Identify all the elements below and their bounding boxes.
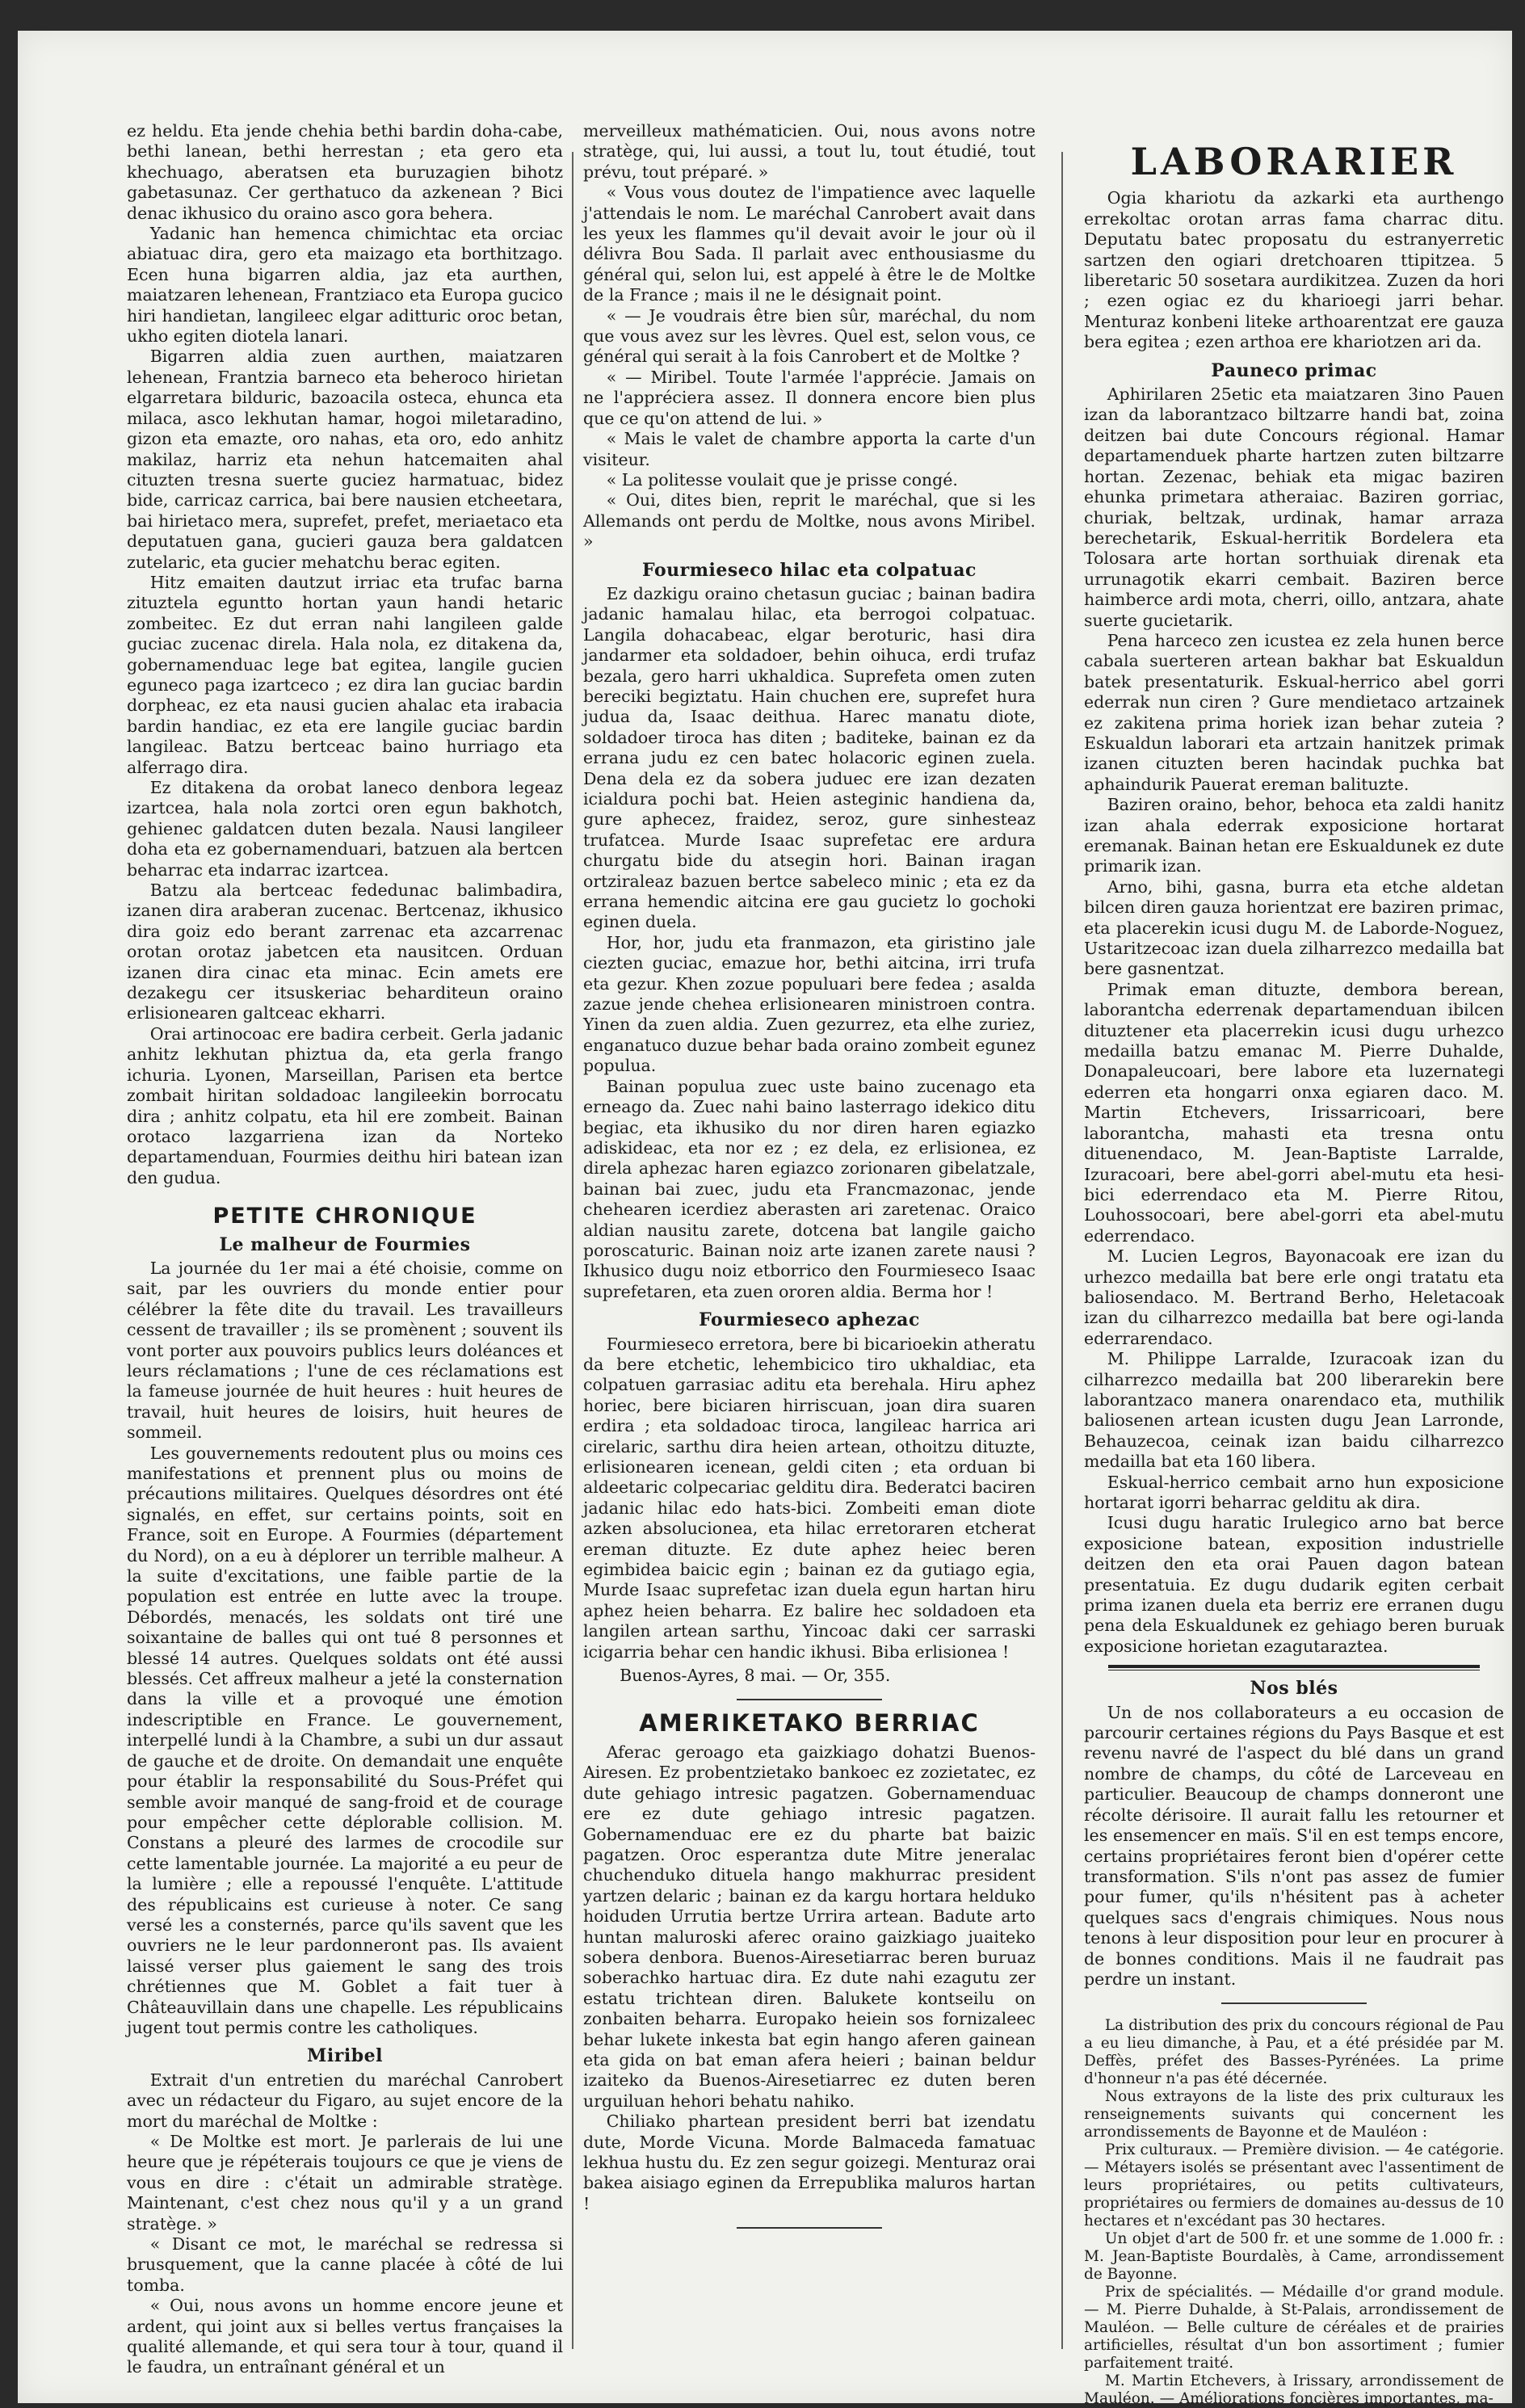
paragraph: ez heldu. Eta jende chehia bethi bardin doha-cabe, bethi lanean, bethi herrestan ; eta gero eta khechuago, aberatsen eta buruzagien bihotz gabetasunaz. Cer gerthatuco da azkenean ? Bici denac ikhusico du oraino asco gora behera. bbox=[127, 121, 563, 223]
paragraph: « Vous vous doutez de l'impatience avec laquelle j'attendais le nom. Le maréchal Canrobert avait dans les yeux les flammes qu'il devait avoir le jour où il délivra Bou Sada. Il parlait avec enthousiasme du général qui, selon lui, est appelé à être le de Moltke de la France ; mais il ne le désignait point. bbox=[583, 183, 1036, 305]
paragraph: Aferac geroago eta gaizkiago dohatzi Buenos-Airesen. Ez probentzietako bankoec ez zozietatec, ez dute gehiago intresic pagatzen. Gobernamenduac ere ez dute gehiago intresic pagatzen. Gobernamenduac ere ez du pharte bat baizic pagatzen. Oroc esperantza dute Mitre jeneralac chuchenduko dituela hango makhurrac president yartzen delaric ; bainan ez da kargu hortara helduko hoiduden Urrutia bertze Urrira artean. Badute arto huntan maluroski aferec oraino gaizkiago juaiteko sobera denbora. Buenos-Airesetiarrac beren buruaz soberachko hartuac dira. Ez dute nahi ezagutu zer estatu trichtean diren. Balukete kontseilu on zonbaiten beharra. Europako heiein sos fornizaleec behar lukete inkesta bat egin hango aferen gainean eta gida on bat eman afera heieri ; bainan beldur izaiteko da Buenos-Airesetiarrec ez duten beren urguiluan hehori behatu nahiko. bbox=[583, 1742, 1036, 2111]
section-title-laborarier: LABORARIER bbox=[1130, 140, 1458, 183]
paragraph: Ez dazkigu oraino chetasun guciac ; bainan badira jadanic hamalau hilac, eta berrogoi colpatuac. Langila dohacabeac, elgar beroturic, hasi dira jandarmer eta soldadoer, behin oihuca, erdi trufaz bezala, gero harri ukhaldica. Suprefeta omen zuten bereciki begiztatu. Hain chuchen ere, suprefet hura judua da, Isaac deithua. Harec manatu diote, soldadoer tiroca has diten ; baditeke, bainan ez da errana judu ez cen batec holacoric eginen zuela. Dena dela ez da sobera juduec ere izan dezaten icialdura pochi bat. Heien asteginic handiena da, gure aphecez, fraidez, seroz, gure sinhesteaz trufatcea. Murde Isaac suprefetac ere ardura churgatu bide du atsegin hori. Bainan iragan ortziraleaz bazuen bertce sabeleco minic ; eta ez da errana hemendic aitcina ere gau gucietz lo gochoki eginen duela. bbox=[583, 583, 1036, 932]
article-title-hilac: Fourmieseco hilac eta colpatuac bbox=[642, 559, 977, 581]
separator-rule bbox=[737, 2227, 882, 2229]
paragraph: M. Martin Etchevers, à Irissary, arrondissement de Mauléon. — Améliorations foncières importantes, ma- bbox=[1084, 2372, 1504, 2408]
paragraph: Prix culturaux. — Première division. — 4e catégorie. — Métayers isolés se présentant avec l'assentiment de leurs propriétaires, ou petits cultivateurs, propriétaires ou fermiers de domaines au-dessus de 10 hectares et n'excédant pas 30 hectares. bbox=[1084, 2141, 1504, 2230]
paragraph: Bigarren aldia zuen aurthen, maiatzaren lehenean, Frantzia barneco eta beheroco hirietan elgarretara bilduric, bazoacila osteca, ehunca eta milaca, asco lekhutan hamar, hogoi miletaradino, gizon eta emazte, oro nahas, eta oro, edo anhitz makilaz, harriz eta nehun hatcemaiten ahal cituzten tresna suerte guciez harmatuac, bidez bide, carricaz carrica, bai bere nausien etcheetara, bai hirietaco mera, suprefet, prefet, meriaetaco eta deputatuen gana, gucieri gauza bera galdatcen zutelaric, eta gucier mehatchu berac egiten. bbox=[127, 347, 563, 572]
paragraph: Hitz emaiten dautzut irriac eta trufac barna zituztela eguntto hortan yaun handi hetaric zombeitec. Ez dut erran nahi langileen galde guciac zucenac direla. Hala nola, ez ditakena da, gobernamenduac lege bat egitea, langile gucien eguneco paga izartceco ; ez dira lan guciac bardin dorpheac, ez eta nausi gucien ahalac eta irabacia bardin handiac, ez eta ere langile guciac bardin langileac. Batzu bertceac baino hurriago eta alferrago dira. bbox=[127, 572, 563, 777]
dateline: Buenos-Ayres, 8 mai. — Or, 355. bbox=[620, 1666, 891, 1686]
paragraph: « Disant ce mot, le maréchal se redressa si brusquement, que la canne placée à côté de lui tomba. bbox=[127, 2234, 563, 2295]
paragraph: Eskual-herrico cembait arno hun exposicione hortarat igorri beharrac gelditu ak dira. bbox=[1084, 1472, 1504, 1512]
paragraph: Arno, bihi, gasna, burra eta etche aldetan bilcen diren gauza horientzat ere baziren primac, eta placerekin icusi dugu M. de Laborde-Noguez, Ustaritzecoac izan duela zilharrezco medailla bat bere gasnentzat. bbox=[1084, 876, 1504, 979]
article-title-pauneco: Pauneco primac bbox=[1211, 359, 1377, 381]
article-title-miribel: Miribel bbox=[307, 2045, 383, 2067]
paragraph: Ez ditakena da orobat laneco denbora legeaz izartcea, hala nola zortci oren egun bakhotch, gehienec galdatcen duten bezala. Nausi langileer doha eta ez gobernamenduari, batzuen ala bertcen beharrac eta indarrac izartcea. bbox=[127, 778, 563, 880]
paragraph: Icusi dugu haratic Irulegico arno bat berce exposicione batean, exposition industrielle deitzen den eta orai Pauen dagon batean presentatuia. Ez dugu dudarik egiten cerbait prima izanen duela eta berriz ere erranen dugu pena dela Eskualdunek ez gehiago beren buruak exposicione horietan ezagutaraztea. bbox=[1084, 1513, 1504, 1656]
paragraph: Fourmieseco erretora, bere bi bicarioekin atheratu da bere etchetic, lehembicico tiro ukhaldiac, eta colpatuen garrasiac aditu eta berehala. Hiru aphez horiec, bere biciaren hirriscuan, joan dira suaren erdira ; eta soldadoac tiroca, langileac harrica ari cirelaric, sarthu dira heien artean, othoitzu dituzte, erlisionearen icenean, geldi citen ; eta orduan bi aldeetaric colpecariac gelditu dira. Bederatci baciren jadanic hilac edo hats-bici. Zombeiti eman diote azken absolucionea, eta hilac erretoraren etcherat ereman dituzte. Ez dute aphez heiec beren egimbidea baicic egin ; bainan ez da gutiago egia, Murde Isaac suprefetac izan duela egun hartan hiru aphez heien beharra. Ez balire hec soldadoen eta langilen artean sarthu, Yincoac daki cer sarraski icigarria behar cen handic ikhusi. Biba erlisionea ! bbox=[583, 1334, 1036, 1662]
paragraph: Les gouvernements redoutent plus ou moins ces manifestations et prennent plus ou moins de précautions militaires. Quelques désordres ont été signalés, en effet, sur certains points, soit en France, soit en Europe. A Fourmies (département du Nord), on a eu à déplorer un terrible malheur. A la suite d'excitations, une faible partie de la population est entrée en lutte avec la troupe. Débordés, menacés, les soldats ont tiré une soixantaine de balles qui ont tué 8 personnes et blessé 14 autres. Quelques soldats ont été aussi blessés. Cet affreux malheur a jeté la consternation dans la ville et a provoqué une émotion indescriptible en France. Le gouvernement, interpellé lundi à la Chambre, a subi un dur assaut de gauche et de droite. On demandait une enquête pour établir la responsabilité du Sous-Préfet qui semble avoir manqué de sang-froid et de courage pour empêcher cette déplorable collision. M. Constans a pleuré des larmes de crocodile sur cette lamentable journée. La majorité a eu peur de la lumière ; elle a repoussé l'enquête. L'attitude des républicains est curieuse à noter. Ce sang versé les a consternés, parce qu'ils savent que les ouvriers ne le leur pardonneront pas. Ils avaient laissé verser plus gaiement le sang des trois chrétiennes que M. Goblet a fait tuer à Châteauvillain dans une chapelle. Les républicains jugent tout permis contre les catholiques. bbox=[127, 1443, 563, 2037]
paragraph: Hor, hor, judu eta franmazon, eta giristino jale ciezten guciac, emazue hor, bethi aitcina, irri trufa eta gezur. Khen zozue populuari bere fedea ; asalda zazue jende chehea erlisionearen ministroen contra. Yinen da zuen aldia. Zuen gezurrez, eta elhe zuriez, enganatuco duzue behar bada oraino zombeit egunez populua. bbox=[583, 932, 1036, 1076]
paragraph: Pena harceco zen icustea ez zela hunen berce cabala suerteren artean bakhar bat Eskualdun batek presentaturik. Eskual-herrico abel gorri ederrak nun ciren ? Gure mendietaco artzainek ez zakitena prima horiek izan behar zuteia ? Eskualdun laborari eta artzain hanitzek primak izanen cituzten beren hacindak puchka bat aphaindurik Pauerat ereman balituzte. bbox=[1084, 630, 1504, 794]
paragraph: « Oui, dites bien, reprit le maréchal, que si les Allemands ont perdu de Moltke, nous avons Miribel. » bbox=[583, 490, 1036, 552]
paragraph: « — Miribel. Toute l'armée l'apprécie. Jamais on ne l'appréciera assez. Il donnera encore bien plus que ce qu'on attend de lui. » bbox=[583, 367, 1036, 428]
paragraph: M. Philippe Larralde, Izuracoak izan du cilharrezco medailla bat 200 liberarekin bere laborantzaco manera onarendaco eta, muthilik baliosenen artean icusten dugu Jean Larronde, Behauzecoa, ceinak izan baidu cilharrezco medailla bat eta 160 libera. bbox=[1084, 1349, 1504, 1472]
column-rule bbox=[572, 152, 573, 2349]
paragraph: « Mais le valet de chambre apporta la carte d'un visiteur. bbox=[583, 429, 1036, 469]
separator-rule bbox=[737, 1699, 882, 1700]
paragraph: Nous extrayons de la liste des prix culturaux les renseignements suivants qui concernent les arrondissements de Bayonne et de Mauléon : bbox=[1084, 2088, 1504, 2141]
paragraph: Baziren oraino, behor, behoca eta zaldi hanitz izan ahala ederrak exposicione hortarat eremanak. Bainan hetan ere Eskualdunek ez dute primarik izan. bbox=[1084, 795, 1504, 876]
paragraph: Batzu ala bertceac fededunac balimbadira, izanen dira araberan zucenac. Bertcenaz, ikhusico dira goiz edo berant zarrenac eta azcarrenac orotan orotaz jabetcen eta nausitcen. Orduan izanen dira cinac eta minac. Ecin amets ere dezakegu cer itsuskeriac beharditeun oraino erlisionearen galtceac ekharri. bbox=[127, 880, 563, 1023]
paragraph: Primak eman dituzte, dembora berean, laborantcha ederrenak departamenduan ibilcen dituztener eta placerrekin icusi dugu urhezco medailla batzu emanac M. Pierre Duhalde, Donapaleucoari, bere labore eta luzernategi ederren eta hongarri onxa egiaren daco. M. Martin Etchevers, Irissarricoari, bere laborantcha, mahasti eta tresna ontu dituenendaco, M. Jean-Baptiste Larralde, Izuracoari, bere abel-gorri abel-mutu eta hesi-bici ederrendaco eta M. Pierre Ritou, Louhossocoari, bere abel-gorri eta abel-mutu ederrendaco. bbox=[1084, 979, 1504, 1246]
paragraph: « Oui, nous avons un homme encore jeune et ardent, qui joint aux si belles vertus françaises la qualité allemande, et qui sera tour à tour, quand il le faudra, un entraînant général et un bbox=[127, 2296, 563, 2377]
paragraph: M. Lucien Legros, Bayonacoak ere izan du urhezco medailla bat bere erle ongi tratatu eta baliosendaco. M. Bertrand Berho, Heletacoak izan du cilharrezco medailla bat bere ogi-landa ederrarendaco. bbox=[1084, 1246, 1504, 1348]
paragraph: Aphirilaren 25etic eta maiatzaren 3ino Pauen izan da laborantzaco biltzarre handi bat, zoina deitzen bai dute Concours régional. Hamar departamenduek pharte hartzen zuten biltzarre hortan. Zezenac, behiak eta migac baziren ehunka primetara atheraiac. Baziren gorriac, churiak, beltzak, urdinak, hamar arraza berechetarik, Eskual-herritik Bordelera eta Tolosara arte hortan sorthuiak direnak eta urrunagotik ekarri cembait. Baziren berce haimberce ardi mota, cherri, oillo, antzara, ahate suerte gucietarik. bbox=[1084, 385, 1504, 630]
paragraph: Un de nos collaborateurs a eu occasion de parcourir certaines régions du Pays Basque et est revenu navré de l'aspect du blé dans un grand nombre de champs, du côté de Larceveau en particulier. Beaucoup de champs donneront une récolte dérisoire. Il aurait fallu les retourner et les ensemencer en maïs. S'il en est temps encore, certains propriétaires feront bien d'opérer cette transformation. S'ils n'ont pas assez de fumier pour fumer, qu'ils n'hésitent pas à acheter quelques sacs d'engrais chimiques. Nous nous tenons à leur disposition pour leur en procurer à de bonnes conditions. Mais il ne faudrait pas perdre un instant. bbox=[1084, 1702, 1504, 1989]
paragraph: La distribution des prix du concours régional de Pau a eu lieu dimanche, à Pau, et a été présidée par M. Deffès, préfet des Basses-Pyrénées. La prime d'honneur n'a pas été décernée. bbox=[1084, 2017, 1504, 2088]
paragraph: Bainan populua zuec uste baino zucenago eta erneago da. Zuec nahi baino lasterrago idekico ditu begiac, eta ikhusiko du nor diren haren egiazko adiskideac, eta nor ez ; ez dela, ez erlisionea, ez direla aphezac haren egiazco zorionaren gibelatzale, bainan bai zuec, judu eta Francmazonac, jende chehearen icerdiez aberasten ari zaretenac. Oraico aldian nausitu zarete, dotcena bat langile gaicho poroscaturic. Bainan noiz arte izanen zarete nausi ? Ikhusico dugu noiz etborrico den Fourmieseco Isaac suprefetaren, eta zuen ororen aldia. Berma hor ! bbox=[583, 1076, 1036, 1301]
section-title-petite-chronique: PETITE CHRONIQUE bbox=[212, 1204, 477, 1229]
paragraph: Un objet d'art de 500 fr. et une somme de 1.000 fr. : M. Jean-Baptiste Bourdalès, à Came, arrondissement de Bayonne. bbox=[1084, 2230, 1504, 2284]
paragraph: « La politesse voulait que je prisse congé. bbox=[606, 469, 958, 490]
column-rule bbox=[1061, 152, 1063, 2349]
paragraph: Ogia khariotu da azkarki eta aurthengo errekoltac orotan arras fama charrac ditu. Deputatu batec proposatu du estranyerretic sartzen den ogiari dretchoaren ttipitzea. 5 liberetaric 50 sosetara aurdikitzea. Zuzen da hori ; ezen ogiac ez du kharioegi jarri behar. Menturaz konbeni liteke arthoarentzat ere gauza bera egitea ; ezen arthoa ere khariotzen ari da. bbox=[1084, 188, 1504, 352]
paragraph: « De Moltke est mort. Je parlerais de lui une heure que je répéterais toujours ce que je viens de vous en dire : c'était un admirable stratège. Maintenant, c'est chez nous qu'il y a un grand stratège. » bbox=[127, 2132, 563, 2234]
paragraph: Extrait d'un entretien du maréchal Canrobert avec un rédacteur du Figaro, au sujet encore de la mort du maréchal de Moltke : bbox=[127, 2070, 563, 2131]
article-title-bles: Nos blés bbox=[1250, 1678, 1338, 1700]
section-divider bbox=[1108, 1665, 1480, 1670]
article-title-aphezac: Fourmieseco aphezac bbox=[699, 1309, 920, 1331]
section-title-ameriketako: AMERIKETAKO BERRIAC bbox=[639, 1709, 980, 1738]
separator-rule bbox=[1221, 2002, 1367, 2004]
paragraph: Orai artinocoac ere badira cerbeit. Gerla jadanic anhitz lekhutan phiztua da, eta gerla frango ichuria. Lyonen, Marseillan, Parisen eta bertce zombait hiritan soldadoac langileekin borrocatu dira ; anhitz colpatu, eta hil ere zombeit. Bainan orotaco lazgarriena izan da Norteko departamenduan, Fourmies deithu hiri batean izan den gudua. bbox=[127, 1023, 563, 1187]
paragraph: « — Je voudrais être bien sûr, maréchal, du nom que vous avez sur les lèvres. Quel est, selon vous, ce général qui serait à la fois Canrobert et de Moltke ? bbox=[583, 305, 1036, 367]
paragraph: La journée du 1er mai a été choisie, comme on sait, par les ouvriers du monde entier pour célébrer la fête dite du travail. Les travailleurs cessent de travailler ; ils se promènent ; souvent ils vont porter aux pouvoirs publics leurs doléances et leurs réclamations ; l'une de ces réclamations est la fameuse journée de huit heures : huit heures de travail, huit heures de loisirs, huit heures de sommeil. bbox=[127, 1258, 563, 1443]
paragraph: Prix de spécialités. — Médaille d'or grand module. — M. Pierre Duhalde, à St-Palais, arrondissement de Mauléon. — Belle culture de céréales et de prairies artificielles, résultat d'un bon assortiment ; fumier parfaitement traité. bbox=[1084, 2284, 1504, 2372]
newspaper-page bbox=[18, 31, 1512, 2408]
paragraph: Yadanic han hemenca chimichtac eta orciac abiatuac dira, gero eta maizago eta borthitzago. Ecen huna bigarren aldia, jaz eta aurthen, maiatzaren lehenean, Frantziaco eta Europa gucico hiri handietan, langileec elgar aditturic oroc betan, ukho egiten diotela lanari. bbox=[127, 224, 563, 347]
column-middle bbox=[583, 121, 1036, 2375]
article-title-malheur: Le malheur de Fourmies bbox=[219, 1233, 471, 1255]
paragraph: Chiliako phartean president berri bat izendatu dute, Morde Vicuna. Morde Balmaceda famatuac lekhua hustu du. Ez zen segur goizegi. Menturaz orai bakea aisiago eginen da Errepublika maluros hartan ! bbox=[583, 2112, 1036, 2213]
column-left bbox=[127, 121, 563, 2375]
column-right bbox=[1084, 140, 1504, 2408]
paragraph: merveilleux mathématicien. Oui, nous avons notre stratège, qui, lui aussi, a tout lu, tout étudié, tout prévu, tout préparé. » bbox=[583, 121, 1036, 182]
